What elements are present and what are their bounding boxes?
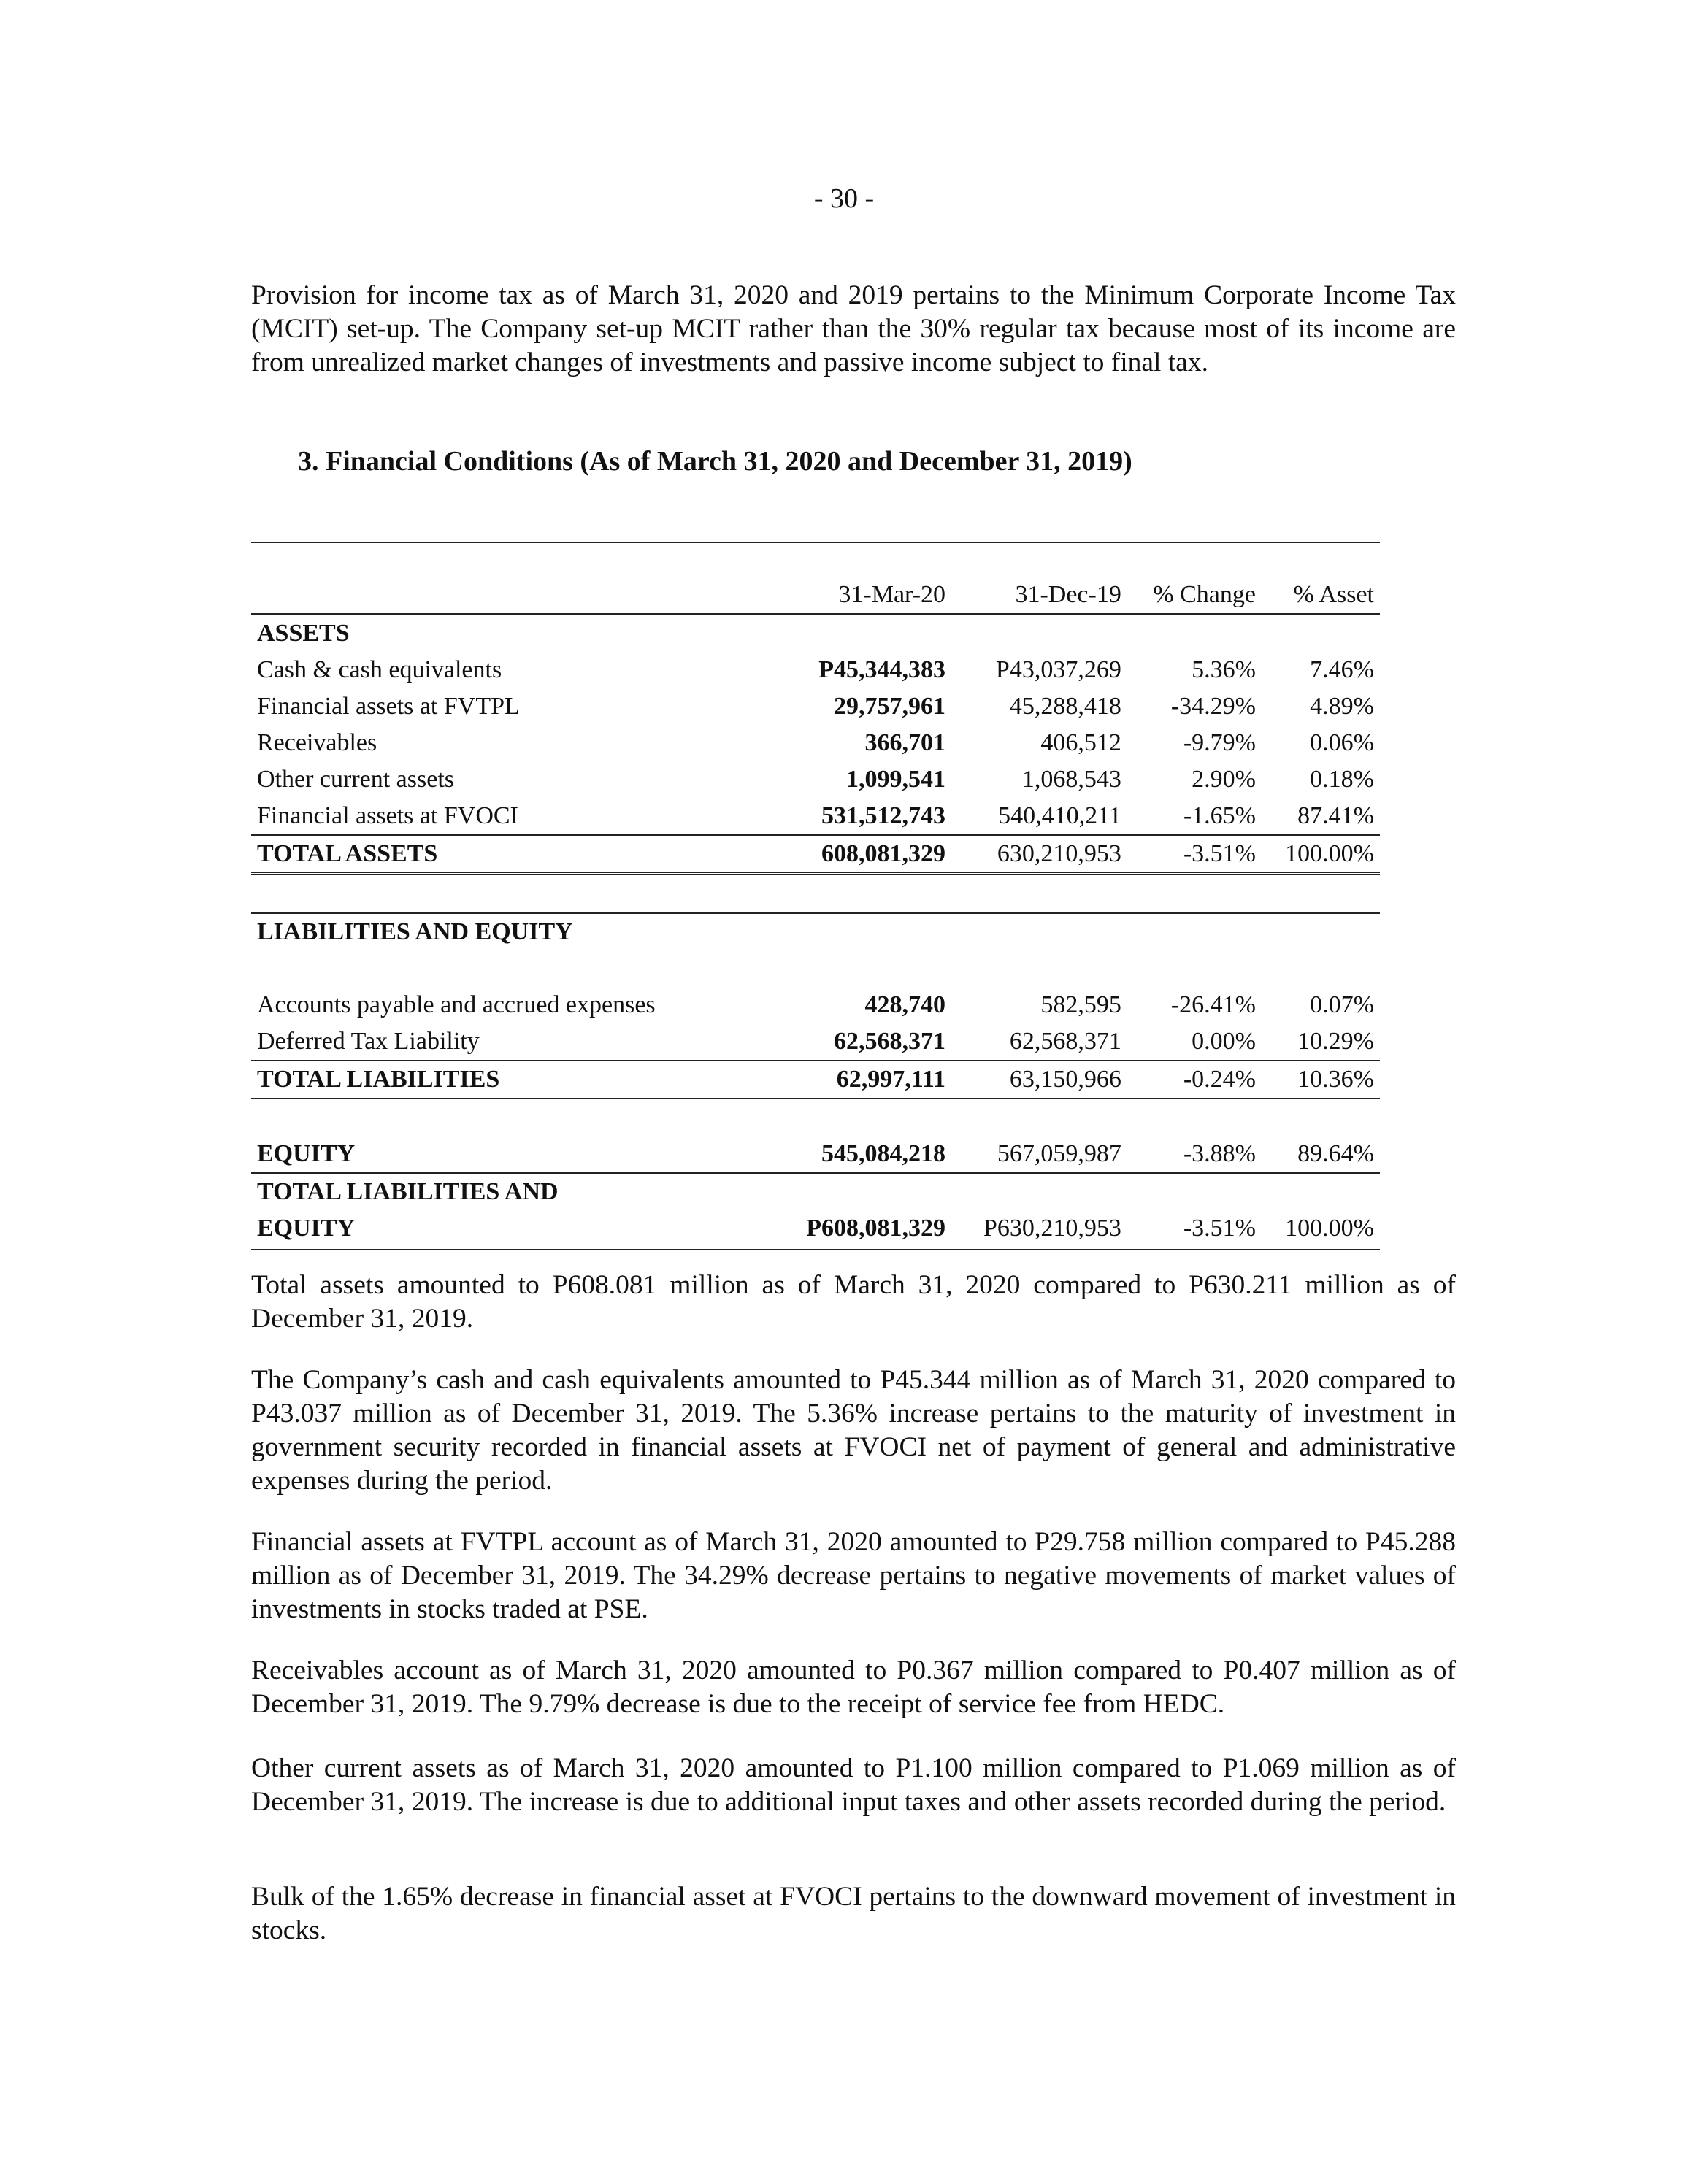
paragraph-fvoci: Bulk of the 1.65% decrease in financial asset at FVOCI pertains to the downward movement of investment in stocks. — [251, 1882, 1456, 1945]
paragraph-total-assets: Total assets amounted to P608.081 million as of March 31, 2020 compared to P630.211 million as of December 31, 2019. — [251, 1270, 1456, 1334]
table-row: Financial assets at FVOCI 531,512,743 540,410,211 -1.65% 87.41% — [251, 798, 1380, 835]
section-title: 3. Financial Conditions (As of March 31, 2020 and December 31, 2019) — [298, 446, 1132, 477]
col-header-dec19: 31-Dec-19 — [951, 577, 1127, 615]
paragraph-other-assets: Other current assets as of March 31, 2020 amounted to P1.100 million compared to P1.069 million as of December 31, 2019. The increase is due to additional input taxes and other assets recorded during the period. — [251, 1753, 1456, 1817]
assets-heading-row — [251, 615, 1380, 653]
total-le-row: EQUITY P608,081,329 P630,210,953 -3.51% 100.00% — [251, 1210, 1380, 1248]
liabilities-heading-row — [251, 913, 1380, 951]
table-row: Deferred Tax Liability 62,568,371 62,568,371 0.00% 10.29% — [251, 1023, 1380, 1061]
page-number: - 30 - — [813, 183, 875, 214]
equity-row: EQUITY 545,084,218 567,059,987 -3.88% 89.64% — [251, 1136, 1380, 1173]
col-header-change: % Change — [1127, 577, 1262, 615]
table-row: Receivables 366,701 406,512 -9.79% 0.06% — [257, 729, 1374, 756]
assets-heading: ASSETS — [257, 620, 350, 647]
col-header-asset: % Asset — [1262, 577, 1380, 615]
table-row: Financial assets at FVTPL 29,757,961 45,288,418 -34.29% 4.89% — [257, 693, 1374, 720]
paragraph-fvtpl: Financial assets at FVTPL account as of March 31, 2020 amounted to P29.758 million compared to P45.288 million as of December 31, 2019. The 34.29% decrease pertains to negative movements of market values of investments in stocks traded at PSE. — [251, 1527, 1456, 1624]
total-le-row-line1: TOTAL LIABILITIES AND — [257, 1178, 559, 1205]
table-top-rule — [251, 542, 1380, 543]
table-row: Other current assets 1,099,541 1,068,543 2.90% 0.18% — [257, 766, 1374, 793]
table-header-row — [251, 577, 1380, 615]
intro-paragraph: Provision for income tax as of March 31, 2020 and 2019 pertains to the Minimum Corporate Income Tax (MCIT) set-up. The Company set-up MCIT rather than the 30% regular tax because most of its income are from unrealized market changes of investments and passive income subject to final tax. — [251, 280, 1456, 377]
total-liabilities-row: TOTAL LIABILITIES 62,997,111 63,150,966 -0.24% 10.36% — [251, 1061, 1380, 1099]
paragraph-cash: The Company’s cash and cash equivalents amounted to P45.344 million as of March 31, 2020 compared to P43.037 million as of December 31, 2019. The 5.36% increase pertains to the maturity of investment in government security recorded in financial assets at FVOCI net of payment of general and administrative expenses during the period. — [251, 1365, 1456, 1496]
col-header-mar20: 31-Mar-20 — [774, 577, 951, 615]
paragraph-receivables: Receivables account as of March 31, 2020 amounted to P0.367 million compared to P0.407 million as of December 31, 2019. The 9.79% decrease is due to the receipt of service fee from HEDC. — [251, 1656, 1456, 1719]
liabilities-heading: LIABILITIES AND EQUITY — [251, 913, 774, 951]
table-row: Accounts payable and accrued expenses 428,740 582,595 -26.41% 0.07% — [257, 991, 1374, 1018]
financial-conditions-table — [251, 577, 1380, 1250]
total-assets-row: TOTAL ASSETS 608,081,329 630,210,953 -3.51% 100.00% — [251, 835, 1380, 874]
table-row: Cash & cash equivalents P45,344,383 P43,037,269 5.36% 7.46% — [257, 656, 1374, 683]
